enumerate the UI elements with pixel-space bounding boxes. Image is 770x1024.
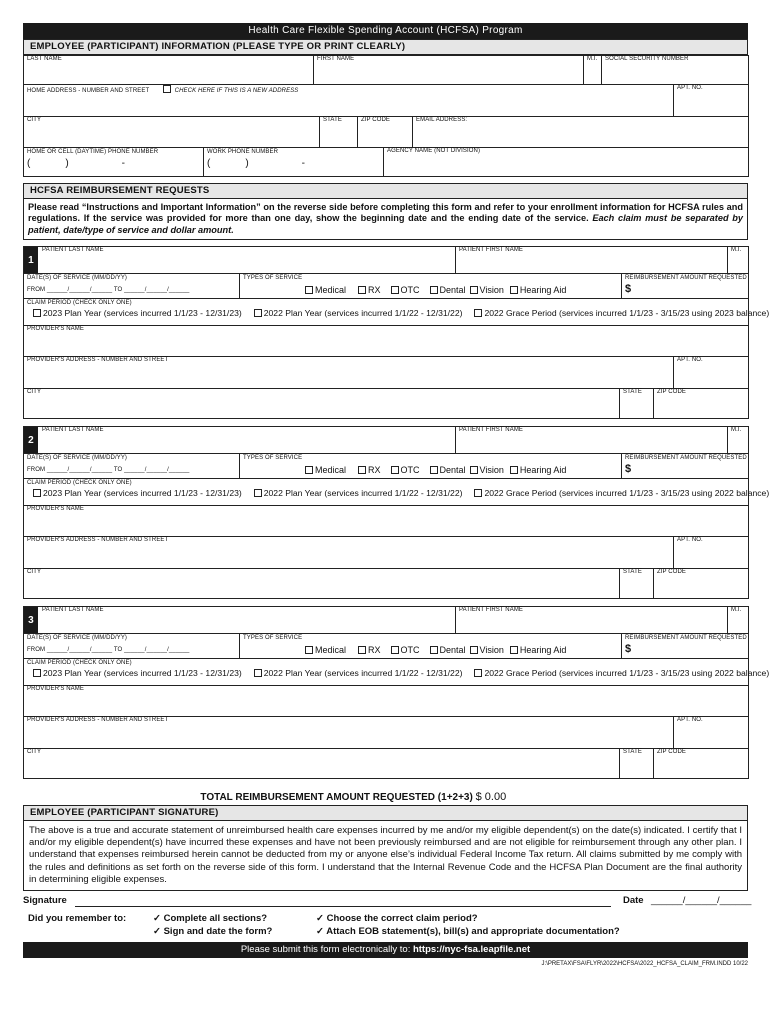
provider-name-label: PROVIDER'S NAME [27,506,84,512]
instructions-text: Please read “Instructions and Important Information” on the reverse side before completing this form and refer to your enrollment information for HCFSA rules and regulations. If the service was provided for more than one day, show the beginning date and the ending date of the service. [28,201,743,223]
service-checkbox[interactable] [391,466,399,474]
provider-state-field[interactable] [620,389,654,419]
patient-first-name-label: PATIENT FIRST NAME [459,247,524,253]
provider-zip-field[interactable] [654,389,749,419]
email-label: EMAIL ADDRESS: [416,116,468,123]
patient-mi-label: M.I. [731,607,742,613]
claims-container [23,246,770,779]
home-phone-field[interactable] [24,148,204,176]
claim-period-label: CLAIM PERIOD (CHECK ONLY ONE) [27,659,132,666]
claim-period-option: 2023 Plan Year (services incurred 1/1/23 - 12/31/23) [43,667,242,678]
reminder-item: ✓ Attach EOB statement(s), bill(s) and appropriate documentation? [316,926,620,938]
zip-label: ZIP CODE [361,116,391,123]
dollar-sign: $ [625,463,632,475]
home-phone-close-paren: ) [65,158,69,169]
claim-number [24,607,38,633]
work-phone-field[interactable] [204,148,384,176]
types-of-service-label: TYPES OF SERVICE [243,455,303,461]
service-checkbox[interactable] [305,646,313,654]
footer-text: Please submit this form electronically to: [240,944,411,956]
date-label: Date [623,895,644,907]
patient-first-name-field[interactable] [456,427,728,454]
reminder-item: ✓ Choose the correct claim period? [316,913,478,925]
file-code: J:\PRETAX\FSA\FLYR\2022\HCFSA\2022_HCFSA_CLAIM_FRM.INDD 10/22 [541,961,748,968]
amount-field[interactable] [622,274,749,298]
mi-field[interactable] [584,56,602,85]
work-phone-open-paren: ( [207,158,211,169]
provider-city-field[interactable] [24,389,620,419]
employee-info-table [23,55,749,85]
agency-label: AGENCY NAME (NOT DIVISION) [387,148,481,154]
service-checkbox[interactable] [470,646,478,654]
claim-block [23,426,770,599]
claim-period-checkbox[interactable] [474,669,482,677]
provider-city-label: CITY [27,748,42,755]
instructions-italic-text: Each claim must be separated by patient, date/type of service and dollar amount. [28,213,743,235]
patient-last-name-label: PATIENT LAST NAME [42,427,104,433]
submission-link[interactable]: https://nyc-fsa.leapfile.net [412,944,531,956]
provider-name-label: PROVIDER'S NAME [27,686,84,692]
provider-apt-field[interactable] [674,717,749,748]
provider-state-label: STATE [623,748,642,755]
amount-label: REIMBURSEMENT AMOUNT REQUESTED [625,275,747,281]
claim-period-option: 2022 Grace Period (services incurred 1/1/23 - 3/15/23 using 2022 balance) [484,487,770,498]
service-label: RX [368,285,381,295]
service-label: RX [368,465,381,475]
email-field[interactable] [413,117,749,148]
city-field[interactable] [24,117,320,148]
claim-period-label: CLAIM PERIOD (CHECK ONLY ONE) [27,479,132,486]
amount-field[interactable] [622,454,749,478]
service-date-range-field[interactable]: FROM ______/______/______ TO ______/______/______ [27,467,190,473]
dates-of-service-field[interactable] [24,634,240,658]
patient-last-name-field[interactable] [24,247,456,274]
claim-number-label: 1 [28,254,34,266]
service-label: Dental [439,465,466,475]
provider-zip-field[interactable] [654,749,749,779]
mi-label: M.I. [587,56,598,62]
provider-name-field[interactable] [24,506,749,537]
claim-period-option: 2022 Plan Year (services incurred 1/1/22 - 12/31/22) [263,667,463,678]
provider-address-label: PROVIDER'S ADDRESS - NUMBER AND STREET [27,357,169,363]
reimbursement-section-heading: HCFSA REIMBURSEMENT REQUESTS [23,183,748,199]
patient-last-name-label: PATIENT LAST NAME [42,607,104,613]
service-date-range-field[interactable]: FROM ______/______/______ TO ______/______/______ [27,287,190,293]
claim-period-label: CLAIM PERIOD (CHECK ONLY ONE) [27,299,132,306]
provider-zip-label: ZIP CODE [657,568,687,575]
dollar-sign: $ [625,643,632,655]
claim-period-checkbox[interactable] [33,489,41,497]
provider-state-label: STATE [623,568,642,575]
claim-period-option: 2023 Plan Year (services incurred 1/1/23 - 12/31/23) [43,307,242,318]
work-phone-dash: - [301,158,306,169]
claim-form [23,23,770,968]
service-label: Medical [315,465,347,475]
service-checkbox[interactable] [510,466,518,474]
dates-of-service-field[interactable] [24,454,240,478]
patient-mi-field[interactable] [728,607,749,634]
first-name-label: FIRST NAME [317,56,355,62]
service-label: OTC [400,285,420,295]
patient-first-name-field[interactable] [456,247,728,274]
claim-number-label: 3 [28,614,34,626]
claim-period-option: 2022 Grace Period (services incurred 1/1/23 - 3/15/23 using 2023 balance) [484,307,770,318]
provider-address-field[interactable] [24,357,674,388]
service-label: Hearing Aid [519,645,567,655]
claim-block [23,606,770,779]
claim-period-option: 2023 Plan Year (services incurred 1/1/23 - 12/31/23) [43,487,242,498]
provider-apt-label: APT. NO. [677,717,703,723]
dollar-sign: $ [625,283,632,295]
home-phone-dash: - [121,158,126,169]
total-amount-field[interactable]: $ 0.00 [476,789,571,806]
employee-city-table [23,117,749,149]
service-checkbox[interactable] [430,646,438,654]
provider-state-field[interactable] [620,749,654,779]
service-checkbox[interactable] [358,286,366,294]
service-label: Vision [479,285,504,295]
reimbursement-instructions [23,199,748,241]
provider-address-label: PROVIDER'S ADDRESS - NUMBER AND STREET [27,717,169,723]
patient-mi-label: M.I. [731,247,742,253]
provider-zip-label: ZIP CODE [657,388,687,395]
service-label: Hearing Aid [519,465,567,475]
employee-section-heading: EMPLOYEE (PARTICIPANT) INFORMATION (PLEASE TYPE OR PRINT CLEARLY) [23,39,748,55]
service-label: Vision [479,645,504,655]
claim-number [24,247,38,273]
patient-last-name-field[interactable] [24,607,456,634]
dates-of-service-label: DATE(S) OF SERVICE (MM/DD/YY) [27,275,128,281]
types-of-service-label: TYPES OF SERVICE [243,635,303,641]
zip-field[interactable] [358,117,413,148]
new-address-checkbox[interactable] [163,85,171,93]
patient-mi-label: M.I. [731,427,742,433]
reminder-item: ✓ Sign and date the form? [153,926,273,938]
service-checkbox[interactable] [430,466,438,474]
service-checkbox[interactable] [510,646,518,654]
dates-of-service-label: DATE(S) OF SERVICE (MM/DD/YY) [27,635,128,641]
service-label: OTC [400,465,420,475]
amount-field[interactable] [622,634,749,658]
provider-apt-field[interactable] [674,537,749,568]
apt-label: APT. NO. [677,85,703,91]
types-of-service-label: TYPES OF SERVICE [243,275,303,281]
ssn-label: SOCIAL SECURITY NUMBER [605,56,689,62]
first-name-field[interactable] [314,56,584,85]
reminder-checklist [23,913,748,939]
service-checkbox[interactable] [470,466,478,474]
service-label: Hearing Aid [519,285,567,295]
service-label: Medical [315,285,347,295]
provider-city-label: CITY [27,568,42,575]
city-label: CITY [27,116,42,123]
signature-line[interactable] [75,906,611,907]
certification-text: The above is a true and accurate statement of unreimbursed health care expenses incurred by me and/or my eligible dependent(s) on the date(s) indicated. I certify that I and/or my eligible dependent(s) have incurred these expenses and have not been previously reimbursed and are not eligible for reimbursement through any other plan. I understand that expenses reimbursed herein cannot be deducted from my or anyone else’s individual Federal Income Tax return. All claims submitted by me comply with the rules and definitions as set forth on the reverse side of this form. I understand that the Internal Revenue Code and the HCFSA Plan Document are the final authority in determining eligible expenses. [23,821,748,891]
provider-name-field[interactable] [24,326,749,357]
patient-mi-field[interactable] [728,427,749,454]
patient-mi-field[interactable] [728,247,749,274]
provider-address-label: PROVIDER'S ADDRESS - NUMBER AND STREET [27,537,169,543]
claim-block [23,246,770,419]
service-label: Vision [479,465,504,475]
types-of-service-field [240,634,622,658]
signature-row [23,895,752,909]
patient-first-name-label: PATIENT FIRST NAME [459,427,524,433]
service-checkbox[interactable] [305,286,313,294]
claim-period-checkbox[interactable] [33,669,41,677]
amount-label: REIMBURSEMENT AMOUNT REQUESTED [625,455,747,461]
state-label: STATE [323,116,342,123]
home-phone-open-paren: ( [27,158,31,169]
work-phone-close-paren: ) [245,158,249,169]
service-checkbox[interactable] [391,286,399,294]
claim-period-checkbox[interactable] [254,489,262,497]
reminder-label: Did you remember to: [28,913,127,925]
claim-period-checkbox[interactable] [254,309,262,317]
claim-period-checkbox[interactable] [474,309,482,317]
claim-period-checkbox[interactable] [474,489,482,497]
service-checkbox[interactable] [391,646,399,654]
provider-zip-field[interactable] [654,569,749,599]
patient-last-name-label: PATIENT LAST NAME [42,247,104,253]
service-date-range-field[interactable]: FROM ______/______/______ TO ______/______/______ [27,647,190,653]
home-address-label: HOME ADDRESS - NUMBER AND STREET [27,88,150,94]
new-address-label: CHECK HERE IF THIS IS A NEW ADDRESS [174,88,299,94]
employee-address-table [23,85,749,117]
provider-state-field[interactable] [620,569,654,599]
ssn-field[interactable] [602,56,749,85]
types-of-service-field [240,274,622,298]
service-label: Dental [439,285,466,295]
service-checkbox[interactable] [430,286,438,294]
service-label: OTC [400,645,420,655]
provider-city-label: CITY [27,388,42,395]
provider-state-label: STATE [623,388,642,395]
provider-apt-label: APT. NO. [677,537,703,543]
claim-number-label: 2 [28,434,34,446]
total-row [23,789,748,805]
agency-field[interactable] [384,148,749,176]
signature-section-heading: EMPLOYEE (PARTICIPANT SIGNATURE) [23,805,748,821]
service-checkbox[interactable] [358,466,366,474]
claim-period-option: 2022 Plan Year (services incurred 1/1/22 - 12/31/22) [263,307,463,318]
service-checkbox[interactable] [358,646,366,654]
service-label: RX [368,645,381,655]
service-label: Dental [439,645,466,655]
patient-first-name-label: PATIENT FIRST NAME [459,607,524,613]
claim-period-field [24,479,770,506]
claim-period-option: 2022 Grace Period (services incurred 1/1/23 - 3/15/23 using 2022 balance) [484,667,770,678]
provider-apt-field[interactable] [674,357,749,388]
claim-period-field [24,299,770,326]
employee-phone-table [23,148,749,177]
dates-of-service-label: DATE(S) OF SERVICE (MM/DD/YY) [27,455,128,461]
claim-period-checkbox[interactable] [33,309,41,317]
claim-period-checkbox[interactable] [254,669,262,677]
provider-apt-label: APT. NO. [677,357,703,363]
signature-label: Signature [23,895,67,907]
last-name-label: LAST NAME [27,56,62,62]
patient-first-name-field[interactable] [456,607,728,634]
provider-address-field[interactable] [24,717,674,748]
last-name-field[interactable] [24,56,314,85]
provider-name-field[interactable] [24,686,749,717]
apt-field[interactable] [674,85,749,116]
claim-number [24,427,38,453]
provider-city-field[interactable] [24,569,620,599]
reminder-item: ✓ Complete all sections? [153,913,268,925]
submission-footer [23,942,748,958]
types-of-service-field [240,454,622,478]
total-label: TOTAL REIMBURSEMENT AMOUNT REQUESTED (1+2+3) [200,792,473,803]
amount-label: REIMBURSEMENT AMOUNT REQUESTED [625,635,747,641]
state-field[interactable] [320,117,358,148]
service-checkbox[interactable] [305,466,313,474]
provider-address-field[interactable] [24,537,674,568]
patient-last-name-field[interactable] [24,427,456,454]
service-label: Medical [315,645,347,655]
form-title: Health Care Flexible Spending Account (HCFSA) Program [23,23,748,39]
service-checkbox[interactable] [510,286,518,294]
claim-period-field [24,659,770,686]
home-address-field[interactable] [24,85,674,116]
provider-zip-label: ZIP CODE [657,748,687,755]
claim-period-option: 2022 Plan Year (services incurred 1/1/22 - 12/31/22) [263,487,463,498]
provider-name-label: PROVIDER'S NAME [27,326,84,332]
date-field[interactable]: ______/______/______ [651,895,752,907]
provider-city-field[interactable] [24,749,620,779]
work-phone-label: WORK PHONE NUMBER [207,149,279,155]
dates-of-service-field[interactable] [24,274,240,298]
service-checkbox[interactable] [470,286,478,294]
home-phone-label: HOME OR CELL (DAYTIME) PHONE NUMBER [27,149,159,155]
